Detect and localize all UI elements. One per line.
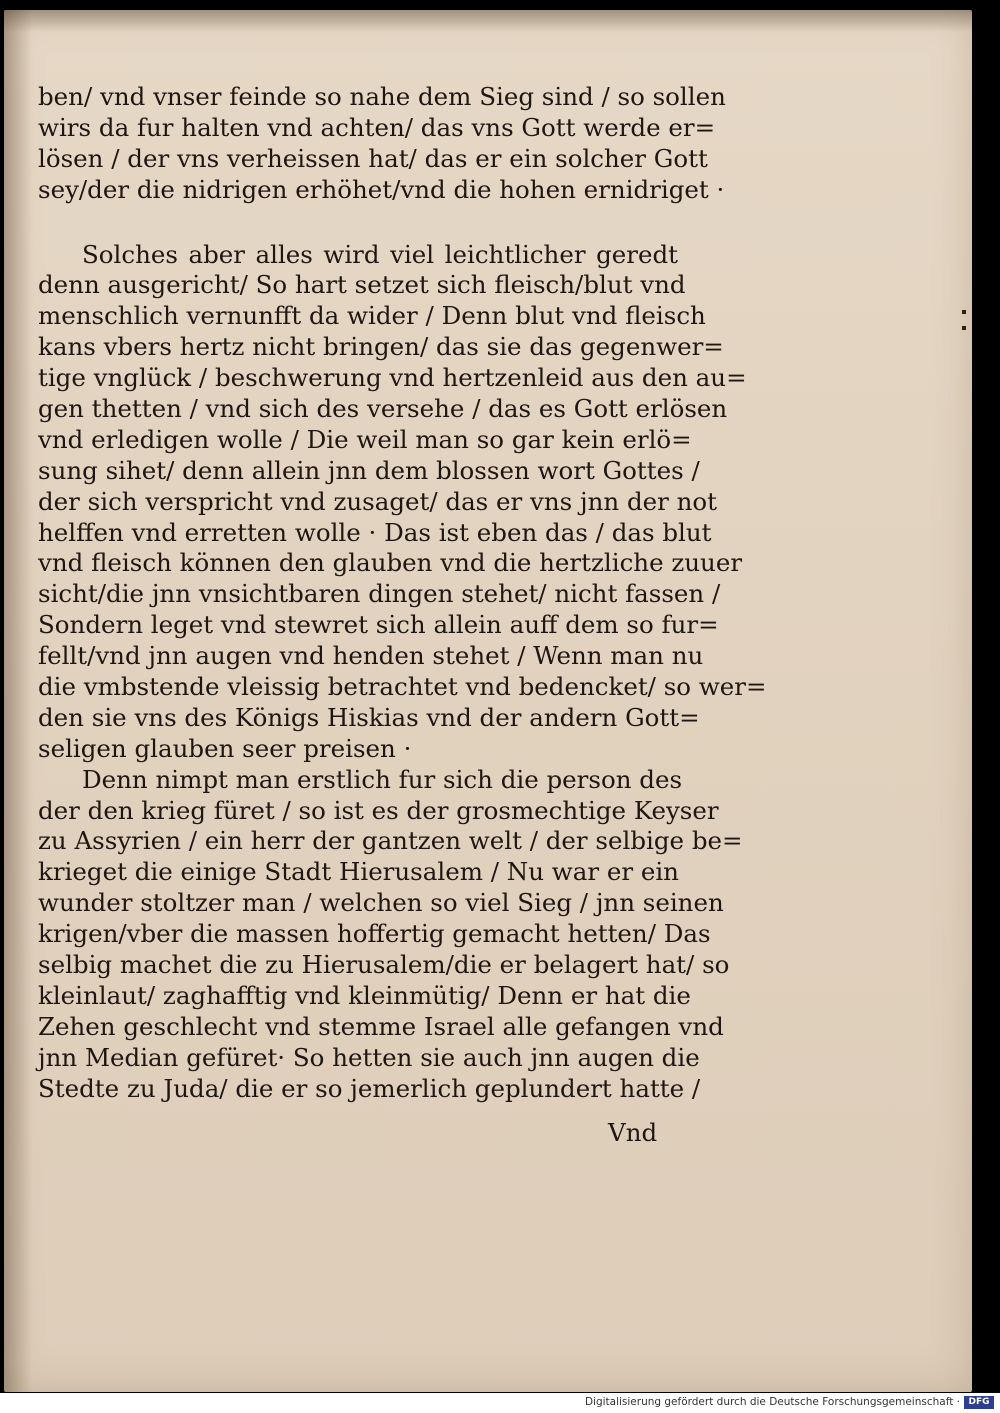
paragraph-3 xyxy=(38,764,743,1105)
page-mark xyxy=(962,310,966,314)
paragraph-gap xyxy=(38,206,678,240)
page-top-shadow xyxy=(4,10,972,32)
text-line: Zehen geschlecht vnd stemme Israel alle gefangen vnd xyxy=(38,1011,724,1041)
text-line: vnd fleisch können den glauben vnd die hertzliche zuuer xyxy=(38,548,743,578)
text-line: vnd erledigen wolle / Die weil man so gar kein erlö= xyxy=(38,424,692,454)
text-line: helffen vnd erretten wolle · Das ist eben das / das blut xyxy=(38,517,712,547)
page-gutter-shadow xyxy=(4,10,32,1392)
book-page xyxy=(4,10,972,1392)
text-line: krigen/vber die massen hoffertig gemacht hetten/ Das xyxy=(38,919,711,949)
text-line: der sich verspricht vnd zusaget/ das er vns jnn der not xyxy=(38,486,718,516)
text-line: krieget die einige Stadt Hierusalem / Nu war er ein xyxy=(38,857,679,887)
text-line: Sondern leget vnd stewret sich allein auff dem so fur= xyxy=(38,610,719,640)
text-line: sicht/die jnn vnsichtbaren dingen stehet/ nicht fassen / xyxy=(38,579,721,609)
text-line: menschlich vernunfft da wider / Denn blut vnd fleisch xyxy=(38,301,706,331)
text-line: fellt/vnd jnn augen vnd henden stehet / Wenn man nu xyxy=(38,641,704,671)
footer-bar xyxy=(0,1393,1000,1413)
page-mark xyxy=(962,326,966,330)
text-line: den sie vns des Königs Hiskias vnd der andern Gott= xyxy=(38,702,700,732)
text-line: tige vnglück / beschwerung vnd hertzenleid aus den au= xyxy=(38,363,747,393)
body-text xyxy=(38,82,767,1105)
funding-credit: Digitalisierung gefördert durch die Deutsche Forschungsgemeinschaft · xyxy=(584,1396,960,1408)
text-line: Solches aber alles wird viel leichtlicher geredt xyxy=(82,239,678,269)
text-line: wunder stoltzer man / welchen so viel Sieg / jnn seinen xyxy=(38,888,724,918)
text-line: seligen glauben seer preisen · xyxy=(38,733,412,763)
text-line: zu Assyrien / ein herr der gantzen welt / der selbige be= xyxy=(38,826,743,856)
text-line: der den krieg füret / so ist es der grosmechtige Keyser xyxy=(38,795,719,825)
text-line: ben/ vnd vnser feinde so nahe dem Sieg sind / so sollen xyxy=(38,82,726,111)
paragraph-2 xyxy=(38,239,767,765)
text-line: sey/der die nidrigen erhöhet/vnd die hohen ernidriget · xyxy=(38,174,725,204)
text-line: selbig machet die zu Hierusalem/die er belagert hat/ so xyxy=(38,950,730,980)
text-line: denn ausgericht/ So hart setzet sich fleisch/blut vnd xyxy=(38,270,686,300)
text-line: Denn nimpt man erstlich fur sich die person des xyxy=(82,764,683,794)
text-line: sung sihet/ denn allein jnn dem blossen wort Gottes / xyxy=(38,455,700,485)
text-line: die vmbstende vleissig betrachtet vnd bedencket/ so wer= xyxy=(38,672,767,702)
text-line: gen thetten / vnd sich des versehe / das es Gott erlösen xyxy=(38,394,728,424)
text-line: Stedte zu Juda/ die er so jemerlich geplundert hatte / xyxy=(38,1073,701,1103)
dfg-logo-icon[interactable]: DFG xyxy=(964,1396,994,1409)
catchword: Vnd xyxy=(608,1118,658,1147)
text-line: kans vbers hertz nicht bringen/ das sie das gegenwer= xyxy=(38,332,724,362)
text-line: kleinlaut/ zaghafftig vnd kleinmütig/ Denn er hat die xyxy=(38,980,691,1010)
text-line: lösen / der vns verheissen hat/ das er ein solcher Gott xyxy=(38,143,708,173)
paragraph-1 xyxy=(38,82,726,206)
text-line: jnn Median gefüret· So hetten sie auch jnn augen die xyxy=(38,1042,700,1072)
text-line: wirs da fur halten vnd achten/ das vns Gott werde er= xyxy=(38,112,716,142)
